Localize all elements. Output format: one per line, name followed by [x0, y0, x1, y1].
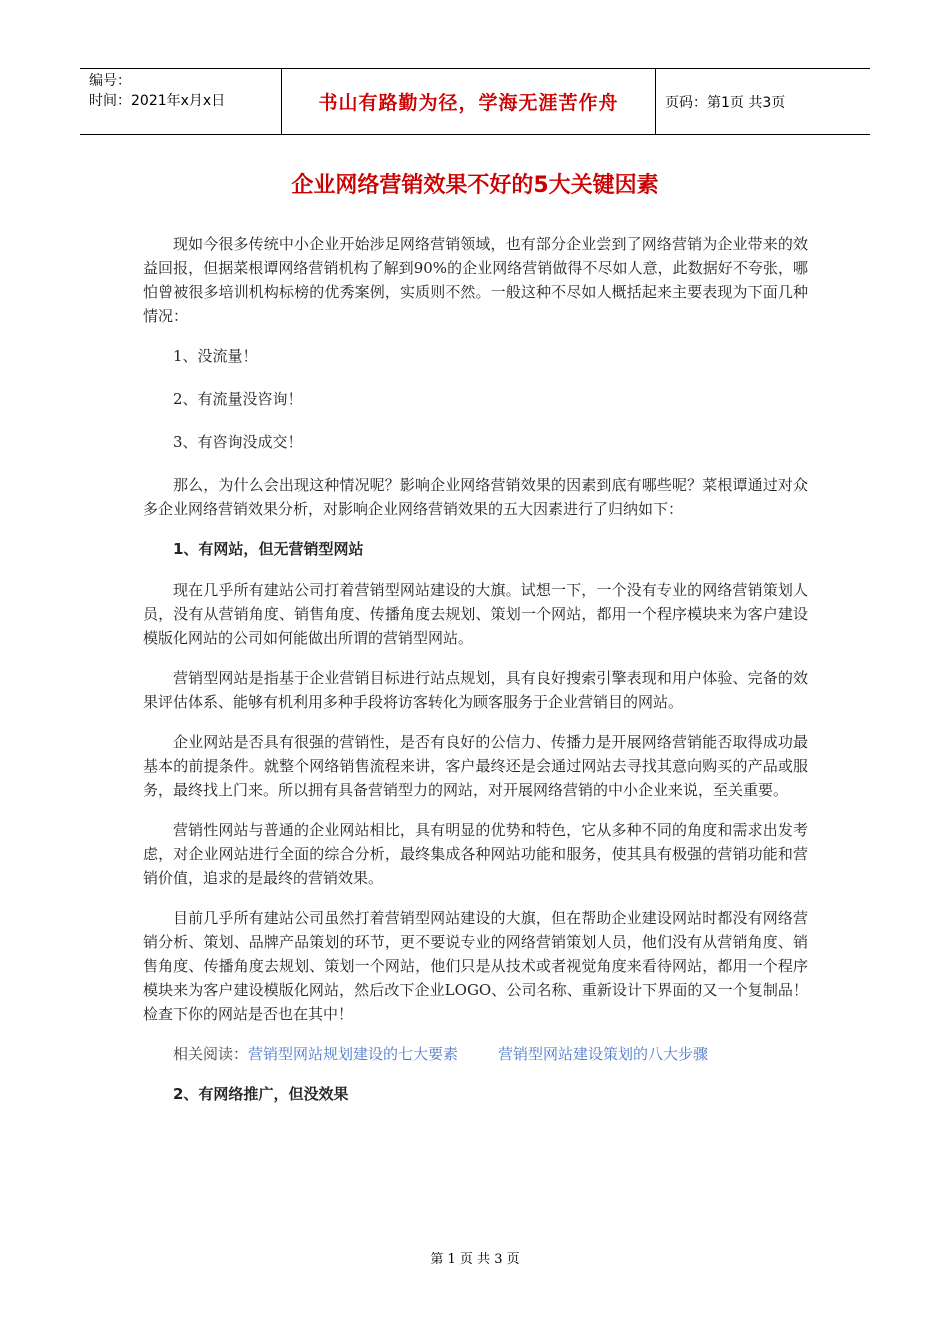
document-number-label: 编号： — [89, 73, 131, 89]
document-body — [143, 232, 808, 1123]
situation-item: 1、没流量！ — [173, 347, 258, 365]
related-reading — [143, 1042, 808, 1066]
header-motto-cell — [282, 69, 656, 134]
section-heading-1: 1、有网站，但无营销型网站 — [173, 540, 364, 558]
document-time-label: 时间：2021年x月x日 — [89, 93, 226, 109]
header-meta-cell — [80, 69, 282, 134]
related-link-eight-steps[interactable]: 营销型网站建设策划的八大步骤 — [498, 1045, 709, 1063]
page-footer: 第 1 页 共 3 页 — [430, 1252, 520, 1267]
section1-paragraph: 企业网站是否具有很强的营销性，是否有良好的公信力、传播力是开展网络营销能否取得成功最基本的前提条件。就整个网络销售流程来讲，客户最终还是会通过网站去寻找其意向购买的产品或服务，最终找上门来。所以拥有具备营销型力的网站，对开展网络营销的中小企业来说，至关重要。 — [143, 733, 808, 799]
related-reading-label: 相关阅读： — [173, 1045, 249, 1063]
document-header — [80, 68, 870, 135]
section1-paragraph: 目前几乎所有建站公司虽然打着营销型网站建设的大旗，但在帮助企业建设网站时都没有网络营销分析、策划、品牌产品策划的环节，更不要说专业的网络营销策划人员，他们没有从营销角度、销售角度、传播角度去规划、策划一个网站，他们只是从技术或者视觉角度来看待网站，都用一个程序模块来为客户建设模版化网站，然后改下企业LOGO、公司名称、重新设计下界面的又一个复制品！检查下你的网站是否也在其中！ — [143, 909, 808, 1023]
section1-paragraph: 现在几乎所有建站公司打着营销型网站建设的大旗。试想一下，一个没有专业的网络营销策划人员，没有从营销角度、销售角度、传播角度去规划、策划一个网站，都用一个程序模块来为客户建设模版化网站的公司如何能做出所谓的营销型网站。 — [143, 581, 808, 647]
intro-paragraph: 现如今很多传统中小企业开始涉足网络营销领域，也有部分企业尝到了网络营销为企业带来的效益回报，但据菜根谭网络营销机构了解到90%的企业网络营销做得不尽如人意，此数据好不夸张，哪怕曾被很多培训机构标榜的优秀案例，实质则不然。一般这种不尽如人概括起来主要表现为下面几种情况： — [143, 235, 808, 325]
situation-item: 3、有咨询没成交！ — [173, 433, 303, 451]
document-title: 企业网络营销效果不好的5大关键因素 — [291, 173, 659, 198]
transition-paragraph: 那么，为什么会出现这种情况呢？影响企业网络营销效果的因素到底有哪些呢？菜根谭通过对众多企业网络营销效果分析，对影响企业网络营销效果的五大因素进行了归纳如下： — [143, 476, 808, 518]
section-heading-2: 2、有网络推广，但没效果 — [173, 1085, 349, 1103]
section1-paragraph: 营销型网站是指基于企业营销目标进行站点规划，具有良好搜索引擎表现和用户体验、完备的效果评估体系、能够有机利用多种手段将访客转化为顾客服务于企业营销目的网站。 — [143, 669, 808, 711]
header-page-info: 页码：第1页 共3页 — [665, 94, 786, 111]
section1-paragraph: 营销性网站与普通的企业网站相比，具有明显的优势和特色，它从多种不同的角度和需求出发考虑，对企业网站进行全面的综合分析，最终集成各种网站功能和服务，使其具有极强的营销功能和营销价值，追求的是最终的营销效果。 — [143, 821, 808, 887]
situation-item: 2、有流量没咨询！ — [173, 390, 303, 408]
header-page-cell — [656, 69, 870, 134]
related-link-seven-elements[interactable]: 营销型网站规划建设的七大要素 — [248, 1045, 459, 1063]
header-motto: 书山有路勤为径，学海无涯苦作舟 — [318, 92, 619, 114]
